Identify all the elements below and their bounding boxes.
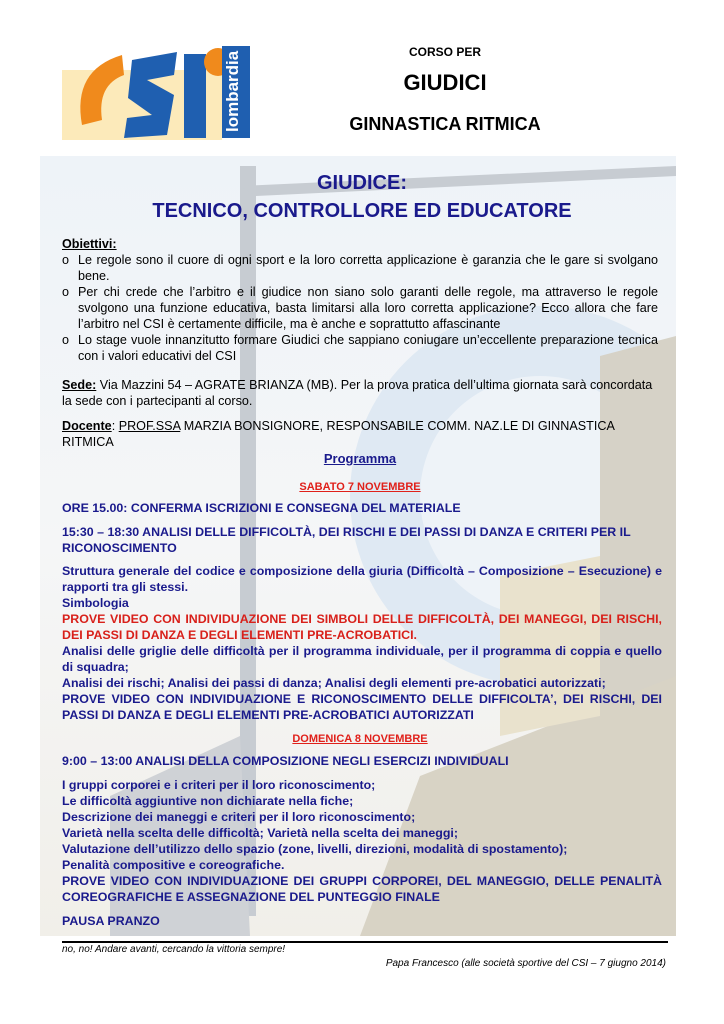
sabato-line1: ORE 15.00: CONFERMA ISCRIZIONI E CONSEGNA DEL MATERIALE [62, 501, 461, 515]
docente-sep: : [111, 419, 119, 433]
docente-prof: PROF.SSA [118, 419, 181, 433]
sabato-b2: Simbologia [62, 596, 129, 610]
obiettivo-text: Le regole sono il cuore di ogni sport e la loro corretta applicazione è garanzia che le gare si svolgano bene. [78, 253, 658, 283]
sabato-r1: PROVE VIDEO CON INDIVIDUAZIONE DEI SIMBOLI DELLE DIFFICOLTÀ, DEI MANEGGI, DEI RISCHI, DEI PASSI DI DANZA E DEGLI ELEMENTI PRE-ACROBATICI. [62, 612, 662, 642]
logo-sub-text: lombardia [223, 50, 242, 132]
footer-source: Papa Francesco (alle società sportive del CSI – 7 giugno 2014) [385, 958, 666, 969]
sabato-b3: Analisi delle griglie delle difficoltà per il programma individuale, per il programma di coppia e quello di squadra; [62, 644, 662, 674]
bullet-icon: o [62, 333, 70, 347]
programma-heading: Programma [323, 451, 397, 466]
header-giudici: GIUDICI [403, 70, 487, 95]
main-title-line2: TECNICO, CONTROLLORE ED EDUCATORE [152, 200, 572, 222]
sabato-b1: Struttura generale del codice e composizione della giuria (Difficoltà – Composizione – Esecuzione) e rapporti tra gli stessi. [62, 564, 662, 594]
header-ginnastica: GINNASTICA RITMICA [349, 114, 541, 134]
domenica-line1: 9:00 – 13:00 ANALISI DELLA COMPOSIZIONE NEGLI ESERCIZI INDIVIDUALI [62, 754, 509, 768]
main-title-line1: GIUDICE: [317, 172, 407, 194]
sabato-date: SABATO 7 NOVEMBRE [299, 481, 421, 493]
domenica-date: DOMENICA 8 NOVEMBRE [292, 733, 428, 745]
domenica-b4: Varietà nella scelta delle difficoltà; Varietà nella scelta dei maneggi; [62, 826, 458, 840]
sede-text: Via Mazzini 54 – AGRATE BRIANZA (MB). Per la prova pratica dell’ultima giornata sarà concordata la sede con i partecipanti al corso. [62, 378, 653, 408]
sede-label: Sede: [62, 378, 97, 392]
sabato-line2: 15:30 – 18:30 ANALISI DELLE DIFFICOLTÀ, DEI RISCHI E DEI PASSI DI DANZA E CRITERI PER IL RICONOSCIMENTO [62, 525, 631, 555]
domenica-b7: PAUSA PRANZO [62, 914, 160, 928]
header-corso-per: CORSO PER [408, 45, 481, 59]
domenica-b5: Valutazione dell’utilizzo dello spazio (zone, livelli, direzioni, modalità di spostamento); [62, 842, 568, 856]
domenica-b6: Penalità compositive e coreografiche. [62, 858, 285, 872]
obiettivi-label: Obiettivi: [62, 237, 117, 251]
sabato-b4: Analisi dei rischi; Analisi dei passi di danza; Analisi degli elementi pre-acrobatici autorizzati; [62, 676, 606, 690]
docente-label: Docente [62, 419, 112, 433]
obiettivo-text: Per chi crede che l’arbitro e il giudice non siano solo garanti delle regole, ma attraverso le regole svolgono una funzione educativa, basta limitarsi alla loro corretta applicazione? Ecco allora che fare l’arbitro nel CSI è certamente difficile, ma è anche e soprattutto affascinante [78, 285, 658, 331]
footer-quote: no, no! Andare avanti, cercando la vittoria sempre! [62, 944, 286, 955]
domenica-b2: Le difficoltà aggiuntive non dichiarate nella fiche; [62, 794, 354, 808]
obiettivi-heading [62, 236, 658, 252]
domenica-r1: PROVE VIDEO CON INDIVIDUAZIONE DEI GRUPPI CORPOREI, DEL MANEGGIO, DELLE PENALITÀ COREOGRAFICHE E ASSEGNAZIONE DEL PUNTEGGIO FINALE [62, 874, 662, 904]
csi-lombardia-logo [62, 40, 262, 148]
bullet-icon: o [62, 253, 70, 267]
footer-divider [62, 941, 668, 943]
list-item [62, 252, 658, 284]
obiettivi-list [62, 252, 658, 364]
docente-paragraph [62, 418, 658, 450]
sede-paragraph [62, 377, 658, 409]
sabato-r2: PROVE VIDEO CON INDIVIDUAZIONE E RICONOSCIMENTO DELLE DIFFICOLTA’, DEI RISCHI, DEI PASSI DI DANZA E DEGLI ELEMENTI PRE-ACROBATICI AUTORIZZATI [62, 692, 662, 722]
bullet-icon: o [62, 285, 70, 299]
domenica-b3: Descrizione dei maneggi e criteri per il loro riconoscimento; [62, 810, 416, 824]
domenica-b1: I gruppi corporei e i criteri per il loro riconoscimento; [62, 778, 376, 792]
docente-text: MARZIA BONSIGNORE, RESPONSABILE COMM. NAZ.LE DI GINNASTICA RITMICA [62, 419, 615, 449]
obiettivo-text: Lo stage vuole innanzitutto formare Giudici che sappiano coniugare un’eccellente preparazione tecnica con i valori educativi del CSI [78, 333, 658, 363]
list-item [62, 284, 658, 332]
list-item [62, 332, 658, 364]
